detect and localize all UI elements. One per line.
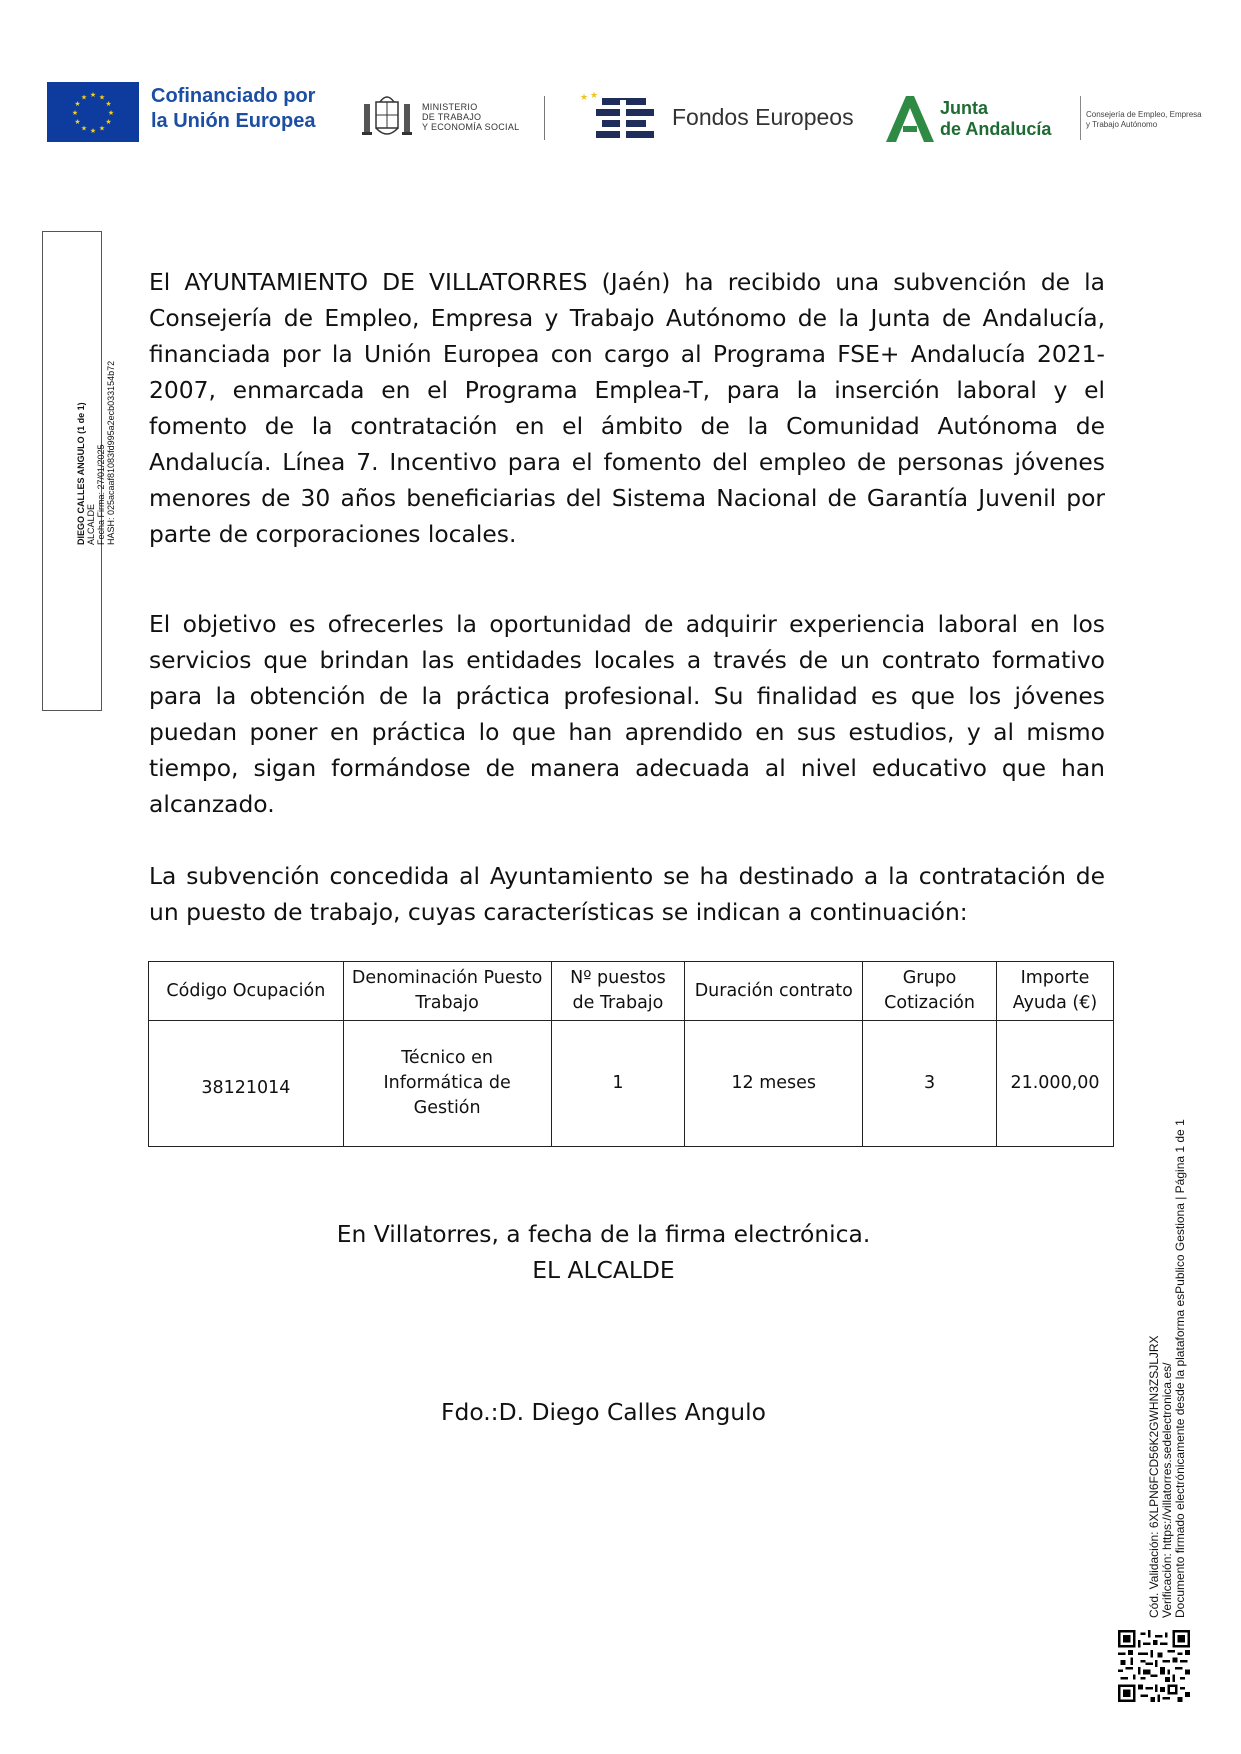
svg-text:★: ★ — [80, 124, 88, 133]
ministry-divider — [544, 96, 545, 140]
closing-role-text: EL ALCALDE — [532, 1256, 675, 1284]
junta-small-line1: Consejería de Empleo, Empresa — [1086, 110, 1202, 119]
ministry-line2: DE TRABAJO — [422, 112, 482, 122]
qr-code-icon — [1118, 1630, 1190, 1702]
paragraph-objective: El objetivo es ofrecerles la oportunidad de adquirir experiencia laboral en los servicios que brindan las entidades locales a través de un contrato formativo para la obtención de la práctica profesional. Su finalidad es que los jóvenes puedan poner en práctica lo que han aprendido en sus estudios, y al mismo tiempo, sigan formándose de manera adecuada al nivel educativo que han alcanzado. — [149, 610, 1105, 818]
junta-divider — [1080, 96, 1081, 140]
fondos-europeos-label: Fondos Europeos — [672, 104, 854, 130]
closing-role — [0, 1252, 1241, 1288]
stamp-role: ALCALDE — [86, 503, 96, 545]
fondos-europeos-icon — [580, 90, 662, 146]
eu-line2: la Unión Europea — [151, 110, 316, 132]
svg-text:★: ★ — [590, 91, 599, 101]
ministry-text — [422, 102, 519, 132]
fondos-europeos-logo — [580, 90, 870, 146]
junta-andalucia-logo — [884, 92, 1204, 152]
closing-place — [0, 1216, 1241, 1252]
spain-crest-icon — [358, 88, 416, 144]
ministry-line3: Y ECONOMÍA SOCIAL — [422, 122, 520, 132]
svg-text:★: ★ — [71, 109, 79, 117]
cell-duracion: 12 meses — [685, 1021, 863, 1147]
cell-grupo: 3 — [863, 1021, 997, 1147]
svg-text:★: ★ — [89, 91, 97, 99]
table-row — [149, 1021, 1114, 1147]
header-puestos: Nº puestos de Trabajo — [551, 962, 685, 1021]
eu-flag-logo — [47, 82, 139, 142]
ministry-logo — [358, 88, 558, 148]
svg-text:★: ★ — [107, 109, 115, 117]
closing-signature — [0, 1394, 1241, 1430]
junta-small-line2: y Trabajo Autónomo — [1086, 120, 1158, 129]
svg-text:★: ★ — [98, 93, 106, 102]
paragraph-allocation: La subvención concedida al Ayuntamiento se ha destinado a la contratación de un puesto de trabajo, cuyas características se indican a continuación: — [149, 862, 1105, 926]
closing-signature-text: Fdo.:D. Diego Calles Angulo — [441, 1398, 766, 1426]
eu-cofinanced-label — [151, 84, 315, 134]
paragraph-subsidy: El AYUNTAMIENTO DE VILLATORRES (Jaén) ha recibido una subvención de la Consejería de Empleo, Empresa y Trabajo Autónomo de la Junta de Andalucía, financiada por la Unión Europea con cargo al Programa FSE+ Andalucía 2021-2007, enmarcada en el Programa Emplea-T, para la inserción laboral y el fomento de la contratación en el ámbito de la Comunidad Autónoma de Andalucía. Línea 7. Incentivo para el fomento del empleo de personas jóvenes menores de 30 años beneficiarias del Sistema Nacional de Garantía Juvenil por parte de corporaciones locales. — [149, 268, 1105, 548]
validation-url: Verificación: https://villatorres.sedelectronica.es/ — [1160, 1362, 1174, 1618]
cell-codigo: 38121014 — [149, 1021, 344, 1147]
table-header-row — [149, 962, 1114, 1021]
validation-code: Cód. Validación: 6XLPN6FCD56K2GWHN3ZSJLJRX — [1147, 1335, 1161, 1618]
signature-stamp-text — [76, 295, 116, 545]
svg-text:★: ★ — [105, 100, 112, 108]
cell-importe: 21.000,00 — [997, 1021, 1114, 1147]
stamp-date: Fecha Firma: 27/01/2025 — [96, 444, 106, 545]
ministry-line1: MINISTERIO — [422, 102, 478, 112]
svg-text:★: ★ — [105, 118, 112, 126]
junta-andalucia-icon — [884, 92, 936, 144]
header-codigo: Código Ocupación — [149, 962, 344, 1021]
svg-text:★: ★ — [74, 118, 81, 126]
validation-text — [1148, 1119, 1187, 1618]
header-denominacion: Denominación Puesto Trabajo — [343, 962, 551, 1021]
junta-line1: Junta — [940, 98, 989, 118]
validation-block — [1147, 1119, 1187, 1619]
svg-text:★: ★ — [89, 127, 97, 135]
header-duracion: Duración contrato — [685, 962, 863, 1021]
svg-text:★: ★ — [580, 93, 589, 103]
header-grupo: Grupo Cotización — [863, 962, 997, 1021]
validation-platform: Documento firmado electrónicamente desde la plataforma esPublico Gestiona | Página 1 de 1 — [1173, 1119, 1187, 1618]
eu-flag-icon — [47, 82, 139, 142]
junta-text — [940, 98, 1051, 140]
eu-line1: Cofinanciado por — [151, 85, 316, 107]
junta-line2: de Andalucía — [940, 119, 1052, 139]
header-importe: Importe Ayuda (€) — [997, 962, 1114, 1021]
closing-place-text: En Villatorres, a fecha de la firma electrónica. — [336, 1220, 871, 1248]
svg-text:★: ★ — [98, 124, 106, 133]
svg-text:★: ★ — [74, 100, 81, 108]
stamp-hash: HASH: 025acaaf81083fd995a2ecb033154b72 — [106, 360, 116, 545]
cell-denominacion: Técnico en Informática de Gestión — [343, 1021, 551, 1147]
document-body — [149, 264, 1105, 926]
junta-consejeria-text — [1086, 110, 1202, 130]
svg-text:★: ★ — [80, 93, 88, 102]
cell-puestos: 1 — [551, 1021, 685, 1147]
stamp-signer: DIEGO CALLES ANGULO (1 de 1) — [76, 402, 86, 545]
job-position-table — [148, 961, 1114, 1147]
